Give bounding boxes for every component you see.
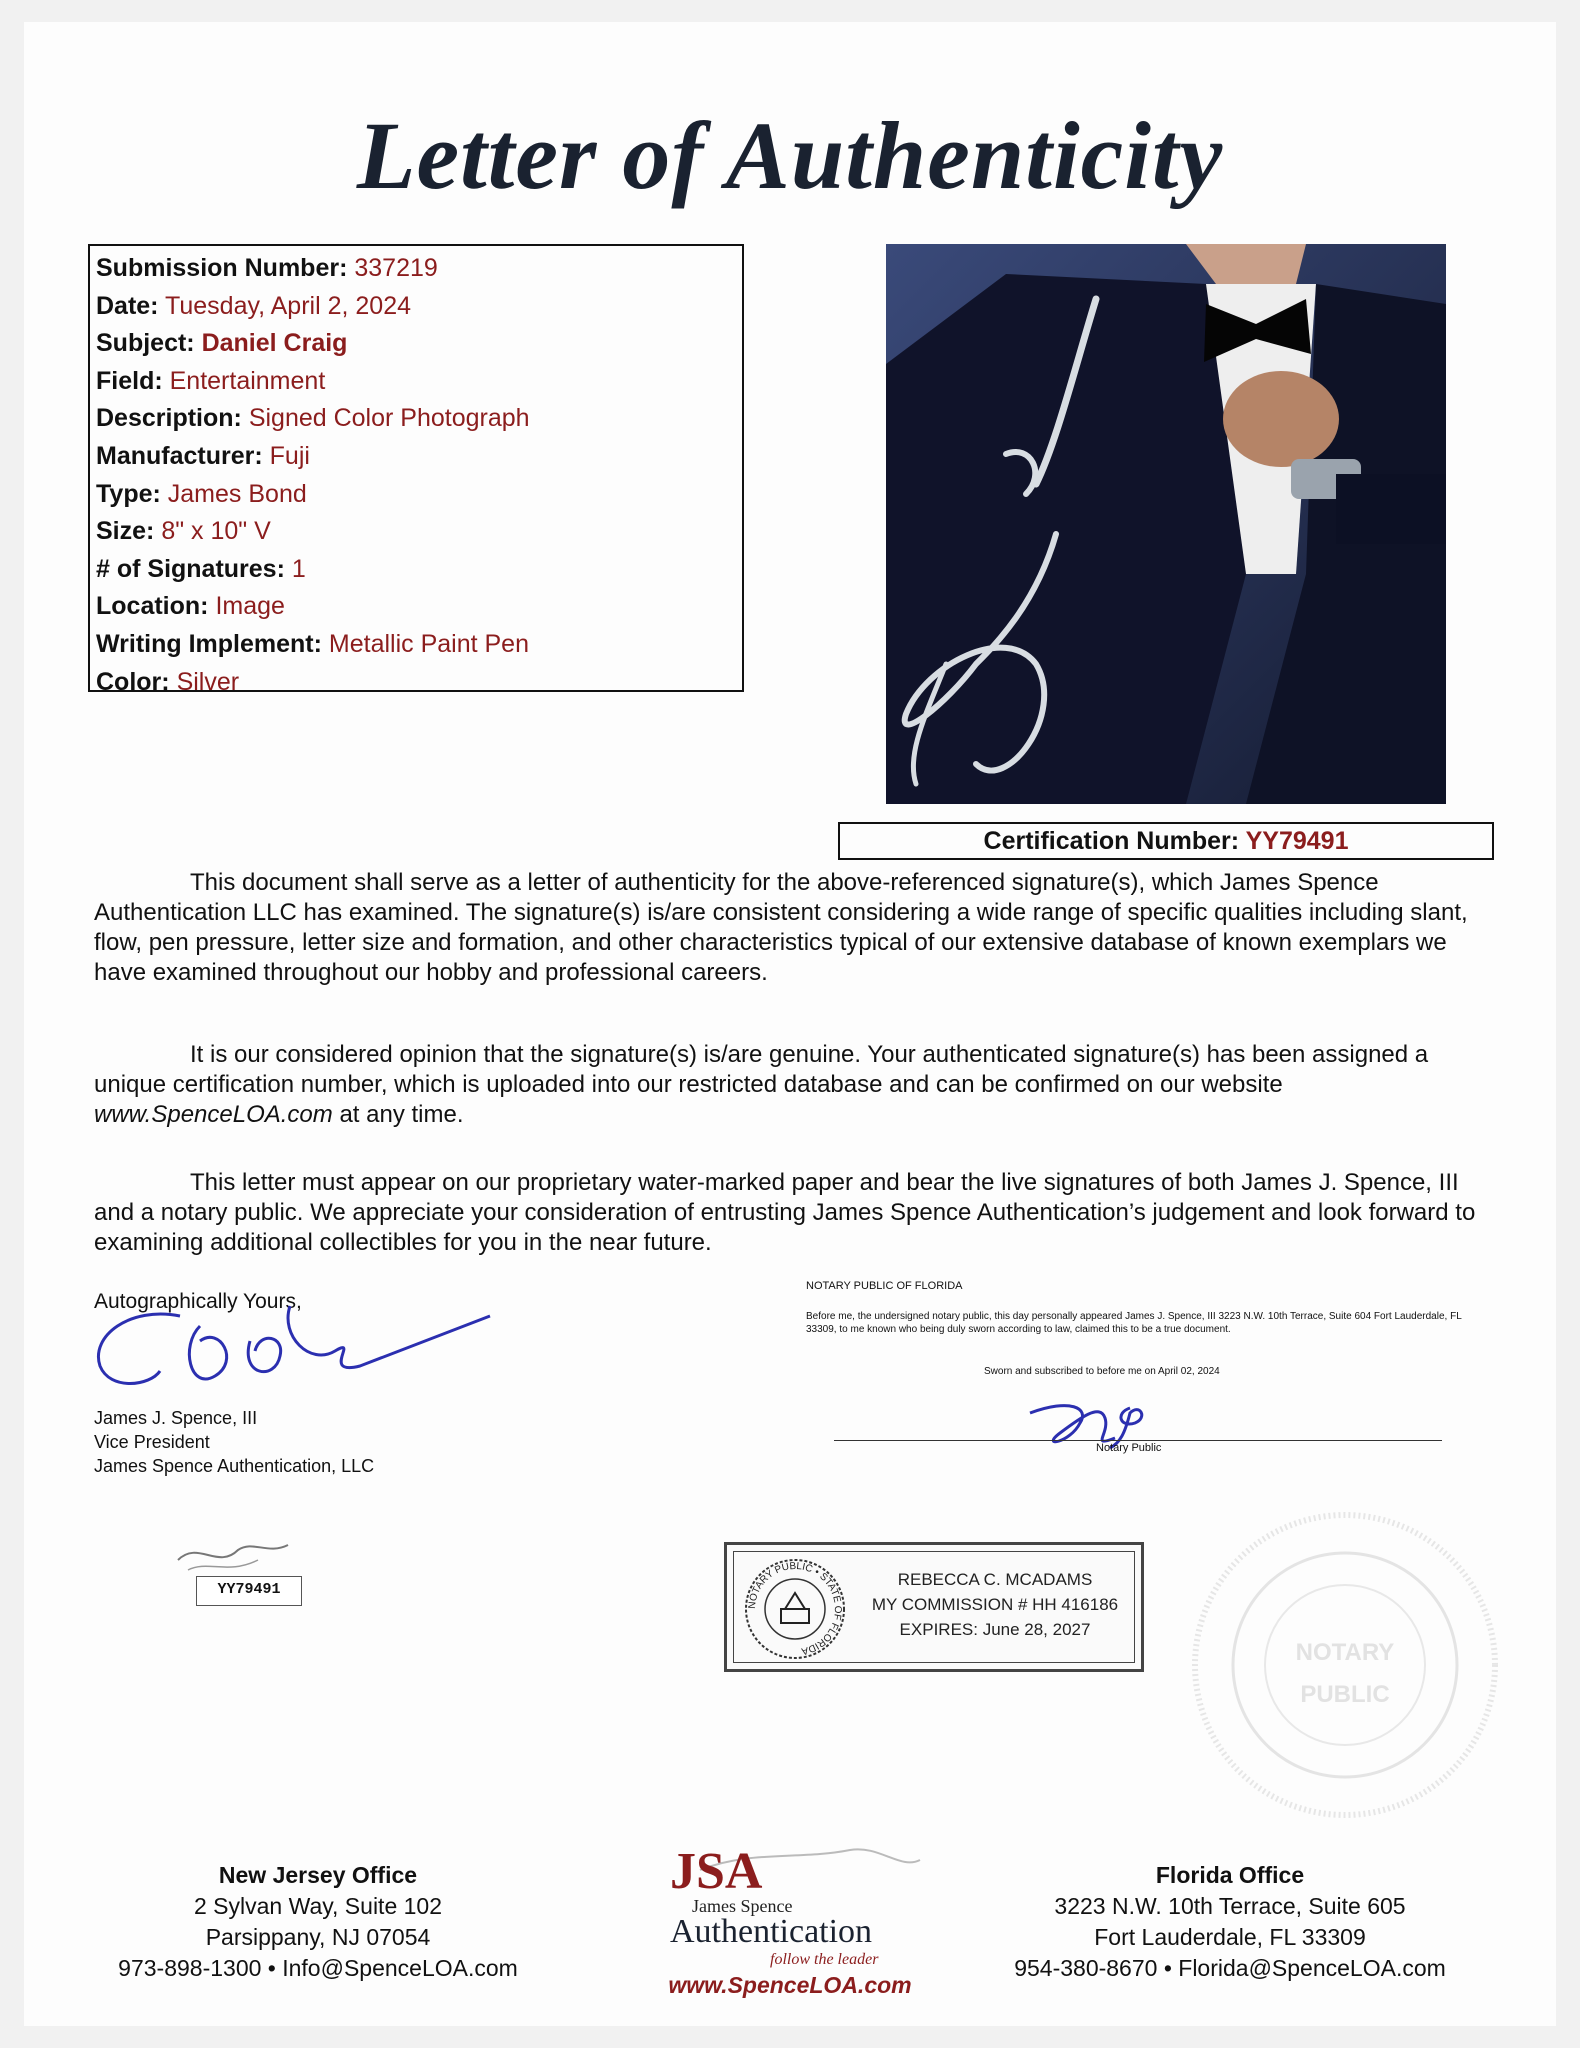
detail-row-type [96,476,736,514]
detail-row-signatures [96,551,736,589]
detail-label: Submission Number: [96,254,348,282]
detail-row-implement [96,626,736,664]
detail-value: Fuji [269,441,310,470]
detail-label: Location: [96,592,209,621]
website-link[interactable]: www.SpenceLOA.com [94,1101,333,1128]
detail-row-location [96,588,736,626]
notary-sworn-date: Sworn and subscribed to before me on April 02, 2024 [984,1366,1220,1377]
seal-text: NOTARY PUBLIC • STATE OF FLORIDA [746,1560,844,1657]
new-jersey-office [108,1860,528,1984]
detail-label: Date: [96,291,159,320]
notary-signature-line [834,1440,1442,1441]
detail-row-submission [96,250,736,288]
detail-row-color [96,664,736,702]
emboss-top-text: NOTARY [1295,1639,1395,1666]
fl-contact: 954-380-8670 • Florida@SpenceLOA.com [1014,1955,1446,1981]
closing-text: Autographically Yours, [94,1290,302,1313]
detail-label: Subject: [96,329,195,358]
detail-label: Description: [96,404,242,433]
signer-company: James Spence Authentication, LLC [94,1456,375,1476]
jsa-logo-mark [630,1830,950,1970]
logo-jsa: JSA [670,1843,763,1900]
nj-office-title: New Jersey Office [218,1862,418,1888]
paragraph-2-end: at any time. [332,1101,464,1128]
detail-value: Daniel Craig [201,329,348,358]
detail-value: Metallic Paint Pen [328,629,529,658]
submission-details-box [88,244,744,696]
notary-public-label: Notary Public [1096,1442,1162,1454]
stamp-text [859,1567,1131,1642]
stamp-notary-name: REBECCA C. MCADAMS [897,1570,1093,1589]
fl-address-2: Fort Lauderdale, FL 33309 [1094,1924,1366,1950]
photograph-image [886,244,1446,804]
detail-value: 1 [291,554,306,583]
detail-label: # of Signatures: [96,554,285,583]
detail-row-size [96,513,736,551]
detail-row-date [96,288,736,326]
detail-value: 8" x 10" V [161,517,271,546]
detail-label: Field: [96,366,163,395]
paragraph-2-text: It is our considered opinion that the signature(s) is/are genuine. Your authenticated signature(s) has been assigned a unique certification number, which is uploaded into our restricted database and can be confirmed on our website [94,1041,1429,1098]
nj-address-2: Parsippany, NJ 07054 [205,1924,431,1950]
logo-website[interactable]: www.SpenceLOA.com [668,1972,912,1998]
detail-label: Manufacturer: [96,441,263,470]
detail-row-description [96,400,736,438]
notary-stamp [724,1542,1144,1672]
detail-value: Image [215,592,285,621]
signed-photograph [886,244,1446,804]
detail-label: Writing Implement: [96,629,322,658]
detail-row-field [96,363,736,401]
signer-block [94,1406,374,1478]
emboss-bottom-text: PUBLIC [1300,1681,1390,1708]
certification-label: Certification Number: [983,827,1240,855]
logo-name: James Spence [692,1896,793,1916]
detail-row-manufacturer [96,438,736,476]
stamp-expires: EXPIRES: June 28, 2027 [899,1620,1091,1639]
letter-title: Letter of Authenticity [356,102,1224,209]
jsa-logo [630,1830,950,2000]
logo-tagline: follow the leader [770,1951,879,1968]
spence-signature [90,1296,510,1406]
detail-value: 337219 [354,254,438,282]
nj-address-1: 2 Sylvan Way, Suite 102 [193,1893,442,1919]
detail-value: Entertainment [169,366,326,395]
signer-name: James J. Spence, III [94,1408,258,1428]
signer-title: Vice President [94,1432,210,1452]
embossed-notary-seal [1190,1510,1500,1820]
detail-value: Silver [176,667,240,696]
detail-row-subject [96,325,736,363]
stamp-commission: MY COMMISSION # HH 416186 [871,1595,1119,1614]
fl-office-title: Florida Office [1155,1862,1305,1888]
detail-value: James Bond [167,479,307,508]
notary-statement: Before me, the undersigned notary public, this day personally appeared James J. Spence, III 3223 N.W. 10th Terrace, Suite 604 Fort Lauderdale, FL 33309, to me known who being duly sworn according to law, claimed this to be a true document. [806,1311,1462,1335]
state-seal-icon [743,1557,847,1661]
sticker-certification-number: YY79491 [196,1576,302,1606]
fl-address-1: 3223 N.W. 10th Terrace, Suite 605 [1054,1893,1406,1919]
detail-label: Size: [96,517,155,546]
notary-heading: NOTARY PUBLIC OF FLORIDA [806,1280,963,1292]
nj-contact: 973-898-1300 • Info@SpenceLOA.com [118,1955,518,1981]
detail-value: Tuesday, April 2, 2024 [165,291,411,320]
paragraph-2 [94,1040,1494,1130]
logo-authentication: Authentication [670,1913,873,1950]
certification-number: YY79491 [1245,827,1349,855]
certification-number-box [838,822,1494,860]
paragraph-3: This letter must appear on our proprietary water-marked paper and bear the live signatures of both James J. Spence, III and a notary public. We appreciate your consideration of entrusting James Spence Authentication’s judgement and look forward to examining additional collectibles for you in the near future. [94,1169,1476,1256]
florida-office [1000,1860,1460,1984]
detail-label: Type: [96,479,161,508]
paragraph-1: This document shall serve as a letter of authenticity for the above-referenced signature(s), which James Spence Authentication LLC has examined. The signature(s) is/are consistent considering a wide range of specific qualities including slant, flow, pen pressure, letter size and formation, and other characteristics typical of our extensive database of known exemplars we have examined throughout our hobby and professional careers. [94,869,1468,986]
detail-value: Signed Color Photograph [248,404,530,433]
detail-label: Color: [96,667,170,696]
